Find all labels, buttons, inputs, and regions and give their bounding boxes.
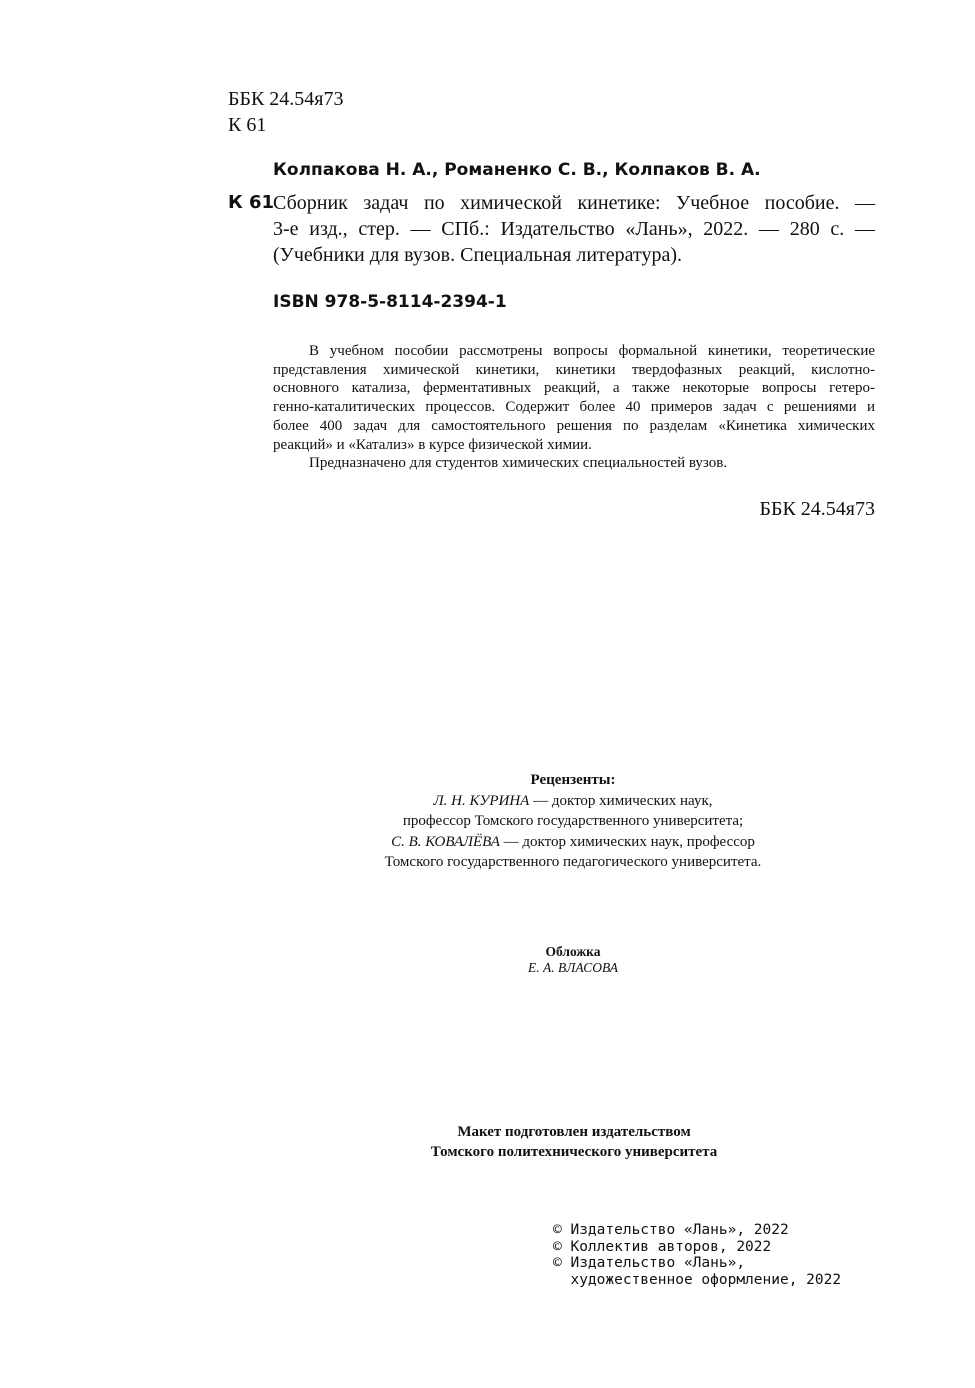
cover-heading: Обложка	[545, 944, 601, 959]
copyright-line: © Издательство «Лань», 2022	[553, 1222, 789, 1238]
abstract-line: В учебном пособии рассмотрены вопросы формальной кинетики, теоретические	[309, 343, 875, 359]
isbn: ISBN 978-5-8114-2394-1	[273, 292, 507, 312]
abstract-line: более 400 задач для самостоятельного решения по разделам «Кинетика химических	[273, 417, 875, 434]
cover-credit	[373, 944, 773, 976]
cover-designer: Е. А. ВЛАСОВА	[527, 960, 619, 975]
abstract-line: основного катализа, ферментативных реакций, а также некоторые вопросы гетеро-	[273, 380, 875, 397]
reviewer-2-title: — доктор химических наук, профессор	[499, 833, 755, 850]
author-sign: К 61	[228, 114, 267, 136]
reviewer-2	[300, 832, 846, 853]
reviewer-2-affiliation: Томского государственного педагогического университета.	[384, 854, 762, 870]
layout-credit	[273, 1122, 875, 1162]
bib-line: Сборник задач по химической кинетике: Учебное пособие. —	[273, 192, 875, 214]
copyright-line: © Издательство «Лань»,	[553, 1255, 746, 1271]
bbk-index: ББК 24.54я73	[228, 88, 344, 110]
reviewer-1	[300, 791, 846, 812]
authors-line: Колпакова Н. А., Романенко С. В., Колпаков В. А.	[273, 160, 761, 180]
bib-line: 3-е изд., стер. — СПб.: Издательство «Лань», 2022. — 280 с. —	[273, 218, 875, 240]
copyright-line: © Коллектив авторов, 2022	[553, 1238, 772, 1255]
abstract-line: реакций» и «Катализ» в курсе физической химии.	[273, 436, 592, 453]
bbk-code-right: ББК 24.54я73	[759, 498, 875, 520]
abstract	[273, 342, 875, 473]
copyright-line: художественное оформление, 2022	[553, 1271, 842, 1288]
layout-credit-line: Томского политехнического университета	[430, 1144, 718, 1160]
layout-credit-line: Макет подготовлен издательством	[457, 1124, 691, 1140]
copyright-block	[553, 1222, 841, 1288]
reviewer-1-affiliation: профессор Томского государственного университета;	[402, 813, 744, 829]
reviewers-block	[300, 770, 846, 873]
reviewers-heading: Рецензенты:	[530, 772, 616, 788]
reviewer-1-title: — доктор химических наук,	[529, 792, 713, 809]
author-sign-bold: К 61	[228, 192, 275, 213]
reviewer-2-name: С. В. КОВАЛЁВА	[391, 833, 500, 850]
bibliographic-description	[273, 190, 875, 268]
abstract-line: представления химической кинетики, кинетики твердофазных реакций, кислотно-	[273, 361, 875, 378]
abstract-purpose: Предназначено для студентов химических специальностей вузов.	[309, 455, 728, 472]
bbk-code-top	[228, 86, 344, 138]
reviewer-1-name: Л. Н. КУРИНА	[433, 792, 530, 809]
abstract-line: генно-каталитических процессов. Содержит более 40 примеров задач с решениями и	[273, 399, 875, 416]
bib-line: (Учебники для вузов. Специальная литература).	[273, 244, 683, 266]
